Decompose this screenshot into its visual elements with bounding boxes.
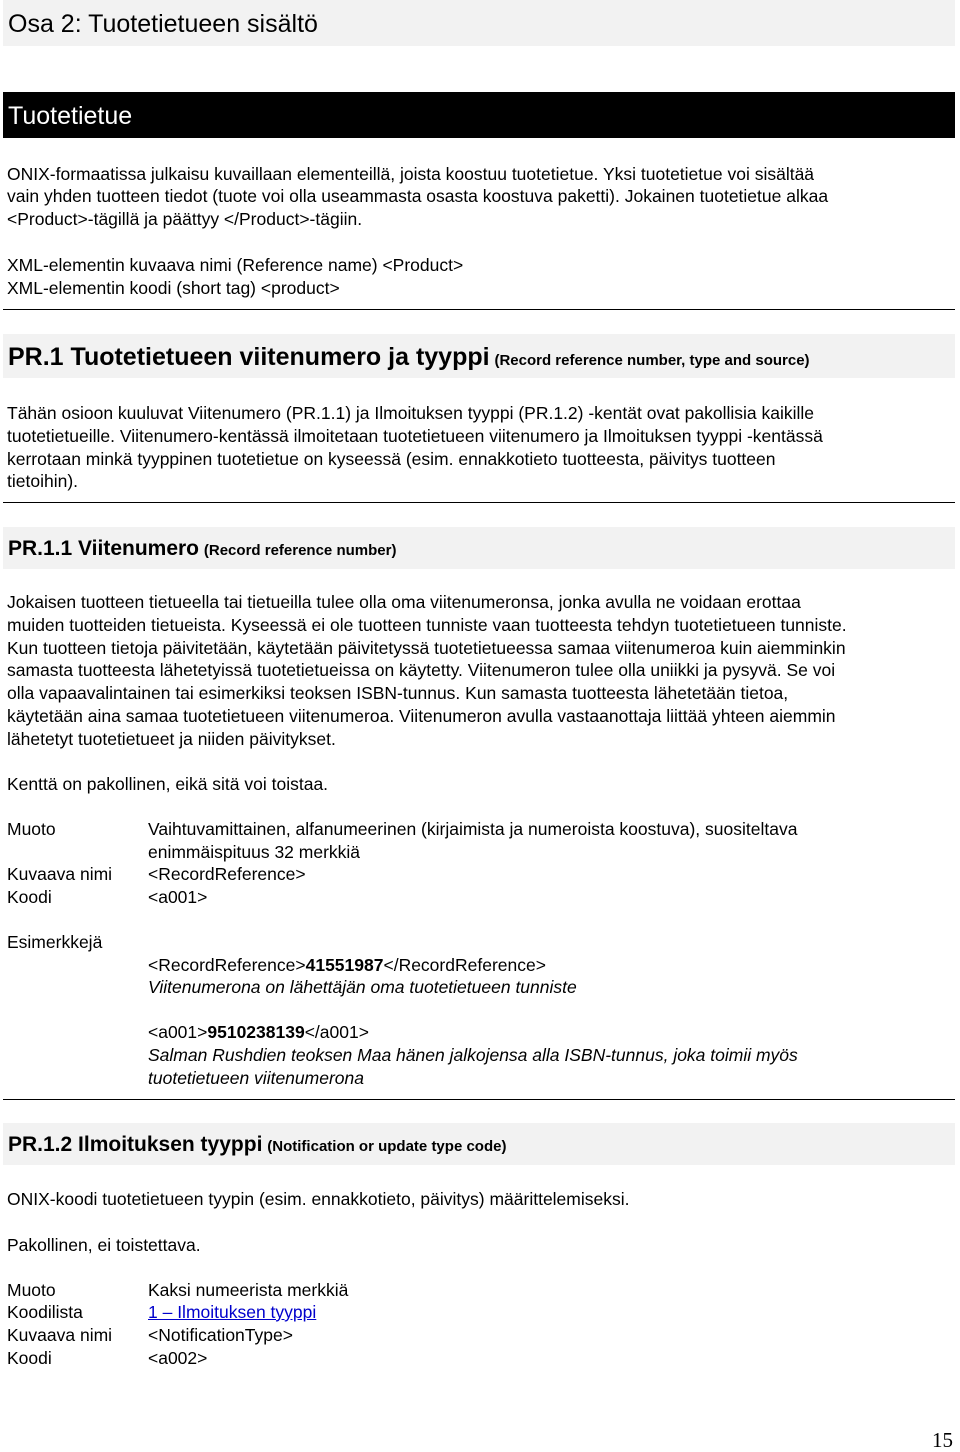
field-value: enimmäispituus 32 merkkiä xyxy=(148,842,361,862)
example-close-tag: </a001> xyxy=(304,1022,369,1042)
section-title: Tuotetietue xyxy=(3,92,955,138)
field-key: Kuvaava nimi xyxy=(7,1325,113,1345)
example-open-tag: <RecordReference> xyxy=(148,955,306,975)
pr1-heading-title: PR.1 Tuotetietueen viitenumero ja tyyppi xyxy=(8,343,490,371)
example-value: 41551987 xyxy=(305,955,384,975)
example-description: Viitenumerona on lähettäjän oma tuotetietueen tunniste xyxy=(148,977,577,997)
field-key: Muoto xyxy=(7,819,56,839)
pr1-line: tietoihin). xyxy=(7,471,79,491)
field-key: Koodilista xyxy=(7,1302,83,1322)
pr11-note: Kenttä on pakollinen, eikä sitä voi toistaa. xyxy=(7,774,329,794)
field-value: <a001> xyxy=(148,887,208,907)
pr11-line: lähetetyt tuotetietueet ja niiden päivitykset. xyxy=(7,729,336,749)
page-number: 15 xyxy=(932,1428,953,1452)
example-code xyxy=(148,1021,938,1044)
pr12-description: ONIX-koodi tuotetietueen tyypin (esim. ennakkotieto, päivitys) määrittelemiseksi. xyxy=(7,1189,630,1209)
intro-line: <Product>-tägillä ja päättyy </Product>-tägiin. xyxy=(7,209,363,229)
pr1-line: tuotetietueille. Viitenumero-kentässä ilmoitetaan tuotetietueen viitenumero ja Ilmoituksen tyyppi -kentässä xyxy=(7,426,823,446)
intro-line: vain yhden tuotteen tiedot (tuote voi olla useammasta osasta koostuva paketti). Jokainen tuotetietue alkaa xyxy=(7,186,829,206)
field-key: Koodi xyxy=(7,1348,52,1368)
pr11-heading xyxy=(3,527,955,569)
field-key: Muoto xyxy=(7,1280,56,1300)
pr11-line: muiden tuotteiden tietueista. Kyseessä ei ole tuotteen tunniste vaan tuotteesta tehdyn tuotetietueen tunniste. xyxy=(7,615,847,635)
xml-reference-name: XML-elementin kuvaava nimi (Reference name) <Product> xyxy=(7,255,464,275)
field-key: Kuvaava nimi xyxy=(7,864,113,884)
pr11-line: Jokaisen tuotteen tietueella tai tietueilla tulee olla oma viitenumeronsa, jonka avulla ne voidaan erottaa xyxy=(7,592,801,612)
pr11-line: olla vapaavalintainen tai esimerkiksi teoksen ISBN-tunnus. Kun samasta tuotteesta lähetetään tietoa, xyxy=(7,683,789,703)
pr11-heading-title: PR.1.1 Viitenumero xyxy=(8,537,200,560)
field-value: <NotificationType> xyxy=(148,1325,293,1345)
field-value: Kaksi numeerista merkkiä xyxy=(148,1280,349,1300)
pr11-line: käytetään aina samaa tuotetietueen viitenumeroa. Viitenumeron avulla vastaanottaja liittää yhteen aiemmin xyxy=(7,706,836,726)
divider xyxy=(3,1099,955,1100)
pr1-heading-subtitle: (Record reference number, type and source) xyxy=(494,352,810,369)
pr12-heading-subtitle: (Notification or update type code) xyxy=(267,1138,507,1155)
example-code xyxy=(148,954,938,977)
field-value: <a002> xyxy=(148,1348,208,1368)
example-value: 9510238139 xyxy=(207,1022,305,1042)
divider xyxy=(3,502,955,503)
pr1-line: kerrotaan minkä tyyppinen tuotetietue on kyseessä (esim. ennakkotieto tuotteesta, päivitys tuotteen xyxy=(7,449,776,469)
pr11-heading-subtitle: (Record reference number) xyxy=(203,542,397,559)
pr11-line: Kun tuotteen tietoja päivitetään, käytetään päivitetyssä tuotetietueessa samaa viitenumeroa kuin aiemminkin xyxy=(7,638,846,658)
pr1-heading xyxy=(3,334,955,378)
xml-short-tag: XML-elementin koodi (short tag) <product> xyxy=(7,278,340,298)
code-list-link[interactable]: 1 – Ilmoituksen tyyppi xyxy=(148,1302,317,1322)
part-title: Osa 2: Tuotetietueen sisältö xyxy=(3,0,955,46)
intro-line: ONIX-formaatissa julkaisu kuvaillaan elementeillä, joista koostuu tuotetietue. Yksi tuotetietue voi sisältää xyxy=(7,164,815,184)
example-description: tuotetietueen viitenumerona xyxy=(148,1068,364,1088)
example-description: Salman Rushdien teoksen Maa hänen jalkojensa alla ISBN-tunnus, joka toimii myös xyxy=(148,1045,798,1065)
example-close-tag: </RecordReference> xyxy=(383,955,546,975)
field-key: Koodi xyxy=(7,887,52,907)
examples-label: Esimerkkejä xyxy=(7,932,103,952)
divider xyxy=(3,309,955,310)
pr12-requirement: Pakollinen, ei toistettava. xyxy=(7,1235,201,1255)
pr12-heading-title: PR.1.2 Ilmoituksen tyyppi xyxy=(8,1133,263,1156)
pr12-heading xyxy=(3,1123,955,1165)
field-value: Vaihtuvamittainen, alfanumeerinen (kirjaimista ja numeroista koostuva), suositeltava xyxy=(148,819,798,839)
pr11-line: samasta tuotteesta lähetetyissä tuotetietueissa on käytetty. Viitenumeron tulee olla uniikki ja pysyvä. Se voi xyxy=(7,660,836,680)
pr1-line: Tähän osioon kuuluvat Viitenumero (PR.1.1) ja Ilmoituksen tyyppi (PR.1.2) -kentät ovat pakollisia kaikille xyxy=(7,403,815,423)
field-value: <RecordReference> xyxy=(148,864,306,884)
example-open-tag: <a001> xyxy=(148,1022,208,1042)
